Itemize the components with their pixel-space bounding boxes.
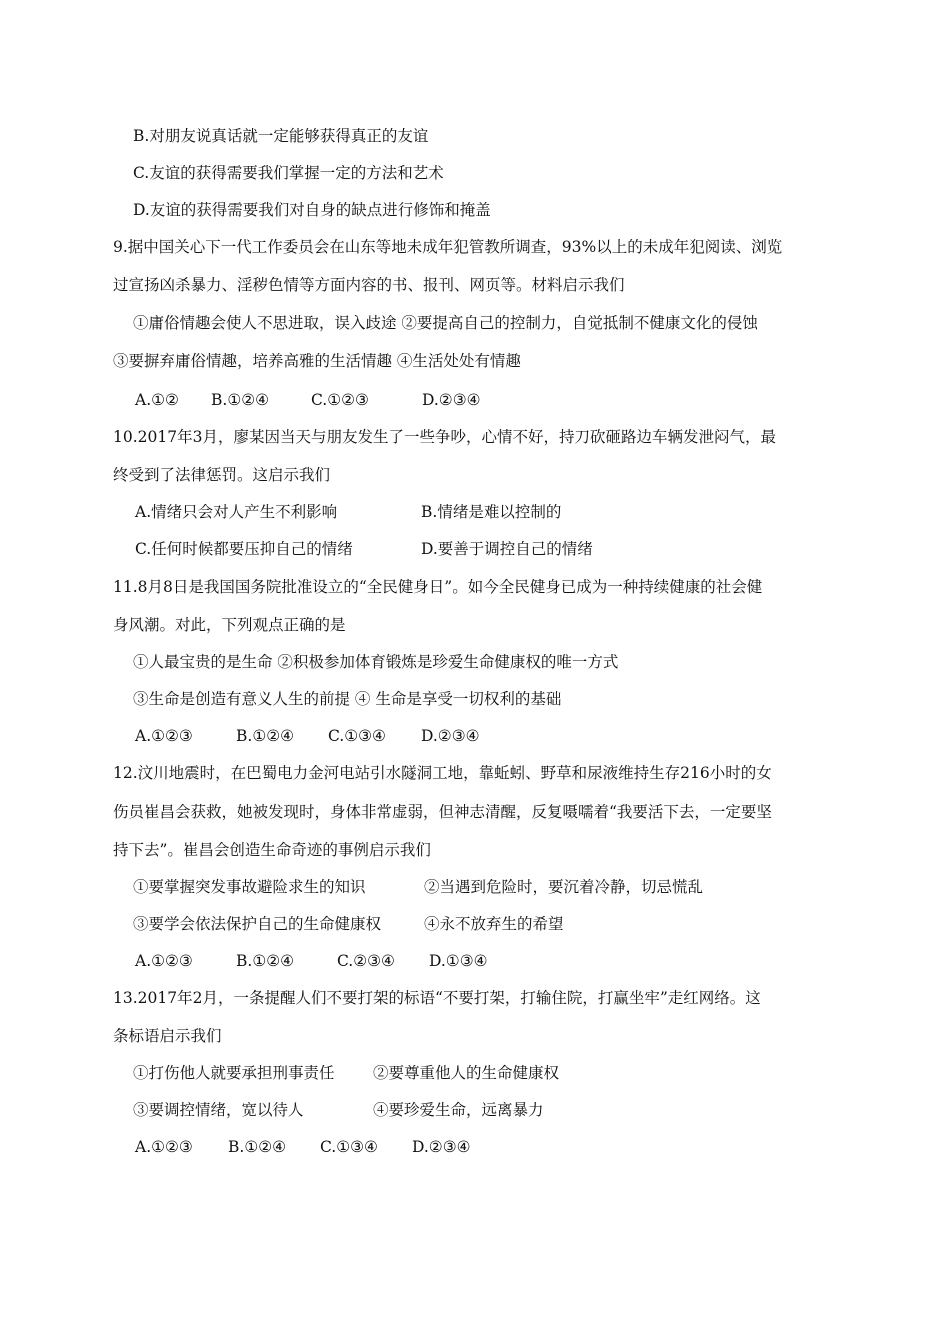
q12-option-d: D.①③④: [429, 952, 488, 970]
q11-option-b: B.①②④: [236, 727, 295, 745]
q8-option-b: B.对朋友说真话就一定能够获得真正的友谊: [133, 127, 429, 145]
q9-stem-line-1: 9.据中国关心下一代工作委员会在山东等地未成年犯管教所调查，93%以上的未成年犯阅读、浏览: [113, 238, 783, 256]
q12-statement-4: ④永不放弃生的希望: [424, 915, 564, 933]
q9-statement-line-2: ③要摒弃庸俗情趣，培养高雅的生活情趣 ④生活处处有情趣: [113, 352, 521, 370]
q8-option-d: D.友谊的获得需要我们对自身的缺点进行修饰和掩盖: [133, 201, 491, 219]
q9-option-d: D.②③④: [422, 391, 481, 409]
q10-option-b: B.情绪是难以控制的: [421, 503, 562, 521]
q12-option-b: B.①②④: [236, 952, 295, 970]
q13-statement-2: ②要尊重他人的生命健康权: [373, 1064, 560, 1082]
q11-option-a: A.①②③: [135, 727, 193, 745]
q11-statement-line-2: ③生命是创造有意义人生的前提 ④ 生命是享受一切权利的基础: [133, 690, 562, 708]
q10-stem-line-2: 终受到了法律惩罚。这启示我们: [113, 466, 331, 484]
q12-statement-2: ②当遇到危险时，要沉着冷静，切忌慌乱: [424, 878, 704, 896]
q12-statement-3: ③要学会依法保护自己的生命健康权: [133, 915, 382, 933]
q13-statement-3: ③要调控情绪，宽以待人: [133, 1101, 304, 1119]
q10-option-d: D.要善于调控自己的情绪: [421, 540, 593, 558]
q13-stem-line-2: 条标语启示我们: [113, 1027, 222, 1045]
q9-statement-line-1: ①庸俗情趣会使人不思进取，误入歧途 ②要提高自己的控制力，自觉抵制不健康文化的侵蚀: [133, 314, 758, 332]
q10-option-c: C.任何时候都要压抑自己的情绪: [135, 540, 353, 558]
q11-stem-line-1: 11.8月8日是我国国务院批准设立的“全民健身日”。如今全民健身已成为一种持续健康的社会健: [113, 578, 763, 596]
q12-statement-1: ①要掌握突发事故避险求生的知识: [133, 878, 366, 896]
q12-option-a: A.①②③: [135, 952, 193, 970]
q13-stem-line-1: 13.2017年2月，一条提醒人们不要打架的标语“不要打架，打输住院，打赢坐牢”走红网络。这: [113, 989, 761, 1007]
q13-option-d: D.②③④: [412, 1138, 471, 1156]
q12-stem-line-3: 持下去”。崔昌会创造生命奇迹的事例启示我们: [113, 841, 431, 859]
q10-option-a: A.情绪只会对人产生不利影响: [135, 503, 338, 521]
q11-option-d: D.②③④: [421, 727, 480, 745]
q13-option-a: A.①②③: [135, 1138, 193, 1156]
q12-stem-line-1: 12.汶川地震时，在巴蜀电力金河电站引水隧洞工地，靠蚯蚓、野草和尿液维持生存216小时的女: [113, 764, 772, 782]
q8-option-c: C.友谊的获得需要我们掌握一定的方法和艺术: [133, 164, 444, 182]
q13-statement-1: ①打伤他人就要承担刑事责任: [133, 1064, 335, 1082]
q9-option-a: A.①②: [135, 391, 179, 409]
q11-statement-line-1: ①人最宝贵的是生命 ②积极参加体育锻炼是珍爱生命健康权的唯一方式: [133, 653, 619, 671]
q11-stem-line-2: 身风潮。对此，下列观点正确的是: [113, 616, 346, 634]
q9-option-c: C.①②③: [311, 391, 369, 409]
q11-option-c: C.①③④: [328, 727, 386, 745]
q10-stem-line-1: 10.2017年3月，廖某因当天与朋友发生了一些争吵，心情不好，持刀砍砸路边车辆发泄闷气，最: [113, 428, 776, 446]
q12-option-c: C.②③④: [337, 952, 395, 970]
q9-option-b: B.①②④: [211, 391, 270, 409]
q13-statement-4: ④要珍爱生命，远离暴力: [373, 1101, 544, 1119]
q12-stem-line-2: 伤员崔昌会获救，她被发现时，身体非常虚弱，但神志清醒，反复嗫嚅着“我要活下去，一定要坚: [113, 803, 772, 821]
q13-option-c: C.①③④: [320, 1138, 378, 1156]
q13-option-b: B.①②④: [228, 1138, 287, 1156]
q9-stem-line-2: 过宣扬凶杀暴力、淫秽色情等方面内容的书、报刊、网页等。材料启示我们: [113, 276, 625, 294]
